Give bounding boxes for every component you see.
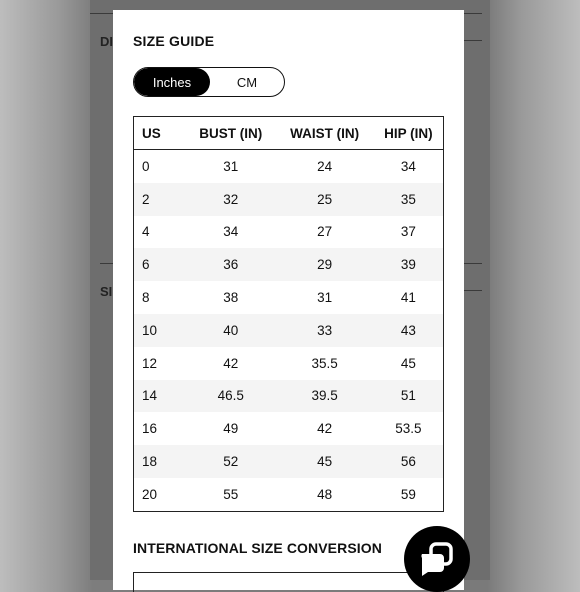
cell-bust: 36 <box>186 248 276 281</box>
background-divider <box>464 40 482 41</box>
table-row <box>134 216 444 249</box>
cell-waist: 42 <box>317 421 333 437</box>
column-header-bust: BUST (IN) <box>186 117 276 150</box>
table-row <box>134 281 444 314</box>
cell-bust: 49 <box>223 421 239 437</box>
background-divider <box>90 13 113 14</box>
cell-hip: 41 <box>400 290 416 306</box>
cell-bust: 52 <box>186 445 276 478</box>
background-section-label: SI <box>100 284 113 299</box>
cell-hip: 35 <box>374 183 444 216</box>
table-row <box>134 347 444 380</box>
modal-title: SIZE GUIDE <box>133 33 215 49</box>
conversion-table <box>133 572 444 592</box>
column-header-hip: HIP (IN) <box>374 117 444 150</box>
background-divider <box>464 263 482 264</box>
cell-us-size: 4 <box>142 224 150 240</box>
cell-bust: 42 <box>223 355 239 371</box>
cell-waist: 29 <box>276 248 374 281</box>
size-chart-table <box>133 116 444 512</box>
table-row <box>134 314 444 347</box>
cell-waist: 25 <box>276 183 374 216</box>
cell-us-size: 12 <box>142 355 158 371</box>
cell-waist: 31 <box>317 290 333 306</box>
table-row <box>134 380 444 413</box>
cell-waist: 39.5 <box>276 380 374 413</box>
background-divider <box>464 13 482 14</box>
table-row <box>134 183 444 216</box>
background-divider <box>464 290 482 291</box>
table-row <box>134 412 444 445</box>
background-divider <box>100 263 113 264</box>
cell-hip: 34 <box>400 158 416 174</box>
cell-waist: 24 <box>317 158 333 174</box>
cell-bust: 34 <box>223 224 239 240</box>
cell-us-size: 20 <box>142 486 158 502</box>
cell-waist: 45 <box>276 445 374 478</box>
table-row <box>134 445 444 478</box>
cell-bust: 46.5 <box>186 380 276 413</box>
cell-hip: 59 <box>400 486 416 502</box>
cell-hip: 39 <box>374 248 444 281</box>
cell-bust: 38 <box>223 290 239 306</box>
cell-bust: 31 <box>223 158 239 174</box>
column-header-us: US <box>134 117 187 150</box>
table-row <box>134 150 444 183</box>
cell-hip: 45 <box>400 355 416 371</box>
column-header-waist: WAIST (IN) <box>276 117 374 150</box>
unit-option-cm[interactable]: CM <box>236 74 258 90</box>
cell-us-size: 16 <box>142 421 158 437</box>
chat-bubbles-icon <box>419 540 455 576</box>
cell-bust: 32 <box>186 183 276 216</box>
table-row <box>134 248 444 281</box>
cell-waist: 48 <box>317 486 333 502</box>
cell-us-size: 8 <box>142 290 150 306</box>
cell-hip: 37 <box>400 224 416 240</box>
table-header-row <box>134 117 444 150</box>
table-row <box>134 478 444 511</box>
section-title: INTERNATIONAL SIZE CONVERSION <box>133 540 382 556</box>
cell-bust: 40 <box>186 314 276 347</box>
background-section-label: DI <box>100 34 113 49</box>
cell-waist: 35.5 <box>311 355 338 371</box>
cell-us-size: 6 <box>134 248 187 281</box>
cell-hip: 43 <box>374 314 444 347</box>
unit-toggle[interactable] <box>133 67 285 97</box>
cell-hip: 51 <box>374 380 444 413</box>
cell-us-size: 14 <box>134 380 187 413</box>
cell-us-size: 10 <box>134 314 187 347</box>
cell-us-size: 0 <box>142 158 150 174</box>
chat-button[interactable] <box>404 526 470 592</box>
cell-waist: 33 <box>276 314 374 347</box>
cell-us-size: 2 <box>134 183 187 216</box>
unit-option-inches[interactable]: Inches <box>134 68 210 96</box>
cell-us-size: 18 <box>134 445 187 478</box>
cell-bust: 55 <box>223 486 239 502</box>
size-guide-modal <box>113 10 464 590</box>
cell-waist: 27 <box>317 224 333 240</box>
cell-hip: 53.5 <box>395 421 422 437</box>
cell-hip: 56 <box>374 445 444 478</box>
